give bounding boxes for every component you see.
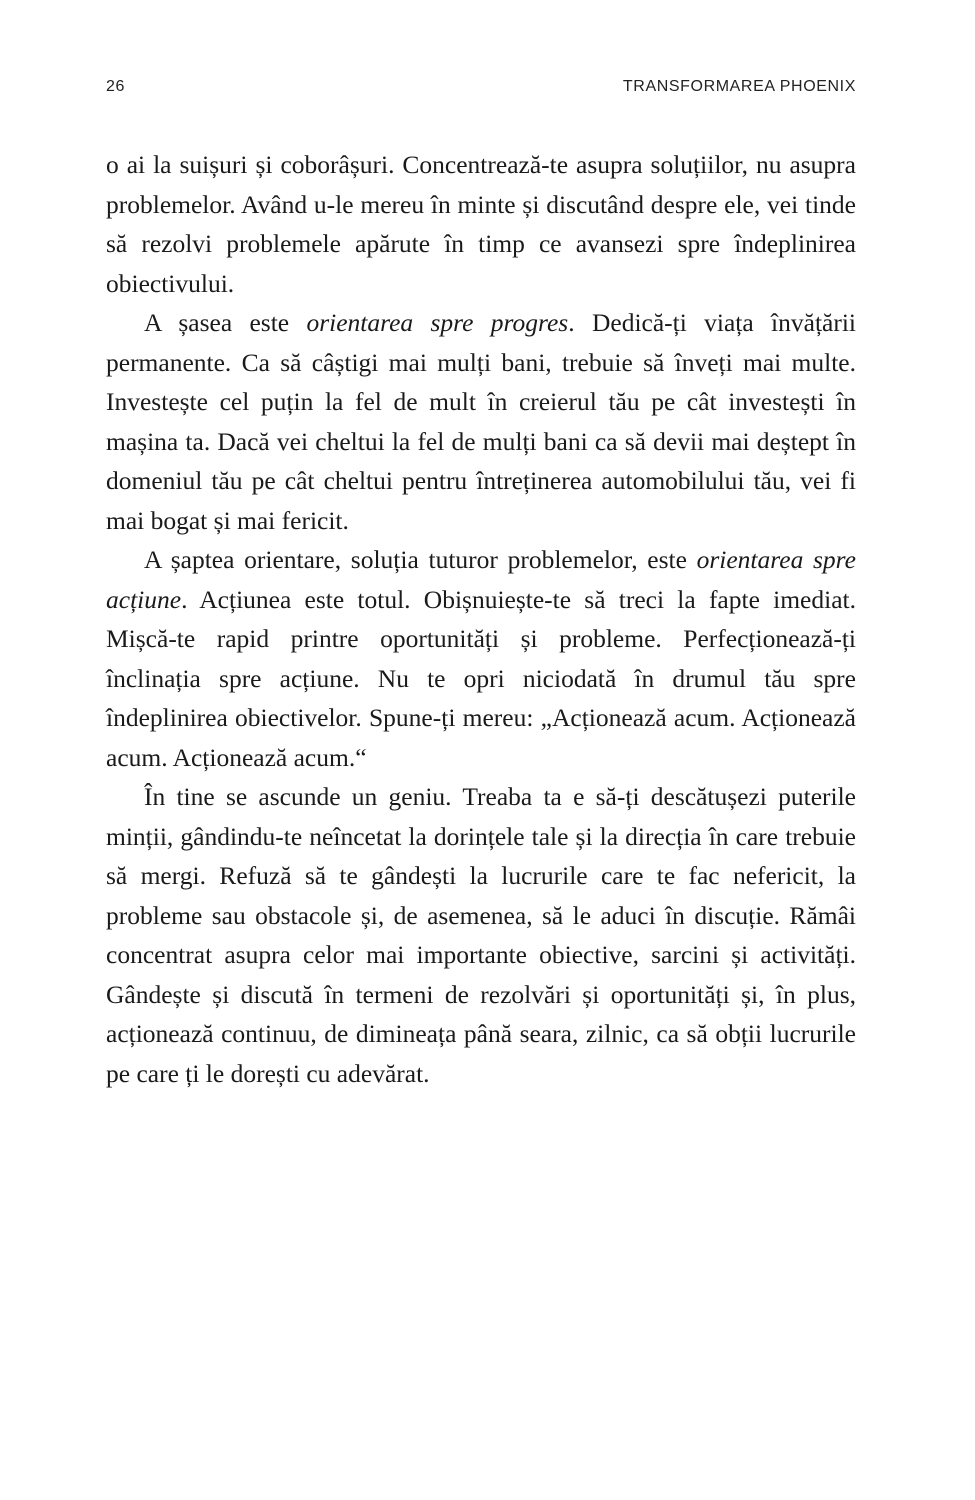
paragraph-genius: În tine se ascunde un geniu. Treaba ta e să-ți descătușezi puterile minții, gândindu-te neîncetat la dorințele tale și la direcția în care trebuie să mergi. Refuză să te gândești la lucrurile care te fac nefericit, la probleme sau obstacole și, de asemenea, să le aduci în discuție. Rămâi concentrat asupra celor mai importante obiective, sarcini și activități. Gândește și discută în termeni de rezolvări și oportunități și, în plus, acționează continuu, de dimineața până seara, zilnic, ca să obții lucrurile pe care ți le dorești cu adevărat. xyxy=(106,782,856,1088)
emphasis-term: orientarea spre progres xyxy=(306,308,569,337)
paragraph-text: A șasea este xyxy=(144,308,307,337)
running-title: TRANSFORMAREA PHOENIX xyxy=(622,78,856,95)
page-number: 26 xyxy=(106,78,125,95)
paragraph-text: A șaptea orientare, soluția tuturor problemelor, este xyxy=(144,545,697,574)
emphasis-term: orientarea spre acțiune xyxy=(106,545,856,614)
paragraph-text: . Acțiunea este totul. Obișnuiește-te să treci la fapte imediat. Mișcă-te rapid printre oportunități și probleme. Perfecționează-ți înclinația spre acțiune. Nu te opri niciodată în drumul tău spre îndeplinirea obiectivelor. Spune-ți mereu: „Acționează acum. Acționează acum. Acționează acum.“ xyxy=(106,584,856,772)
paragraph-progress-orientation xyxy=(106,303,856,540)
body-text xyxy=(106,145,856,1093)
paragraph-action-orientation xyxy=(106,540,856,777)
paragraph-continuation: o ai la suișuri și coborâșuri. Concentrează-te asupra soluțiilor, nu asupra problemelor. Având u-le mereu în minte și discutând despre ele, vei tinde să rezolvi problemele apărute în timp ce avansezi spre îndeplinirea obiectivului. xyxy=(106,150,856,298)
paragraph-text: . Dedică-ți viața învățării permanente. Ca să câștigi mai mulți bani, trebuie să înveți mai multe. Investește cel puțin la fel de mult în creierul tău pe cât investești în mașina ta. Dacă vei cheltui la fel de mulți bani ca să devii mai deștept în domeniul tău pe cât cheltui pentru întreținerea automobilului tău, vei fi mai bogat și mai fericit. xyxy=(106,308,857,535)
page-header xyxy=(106,78,856,102)
